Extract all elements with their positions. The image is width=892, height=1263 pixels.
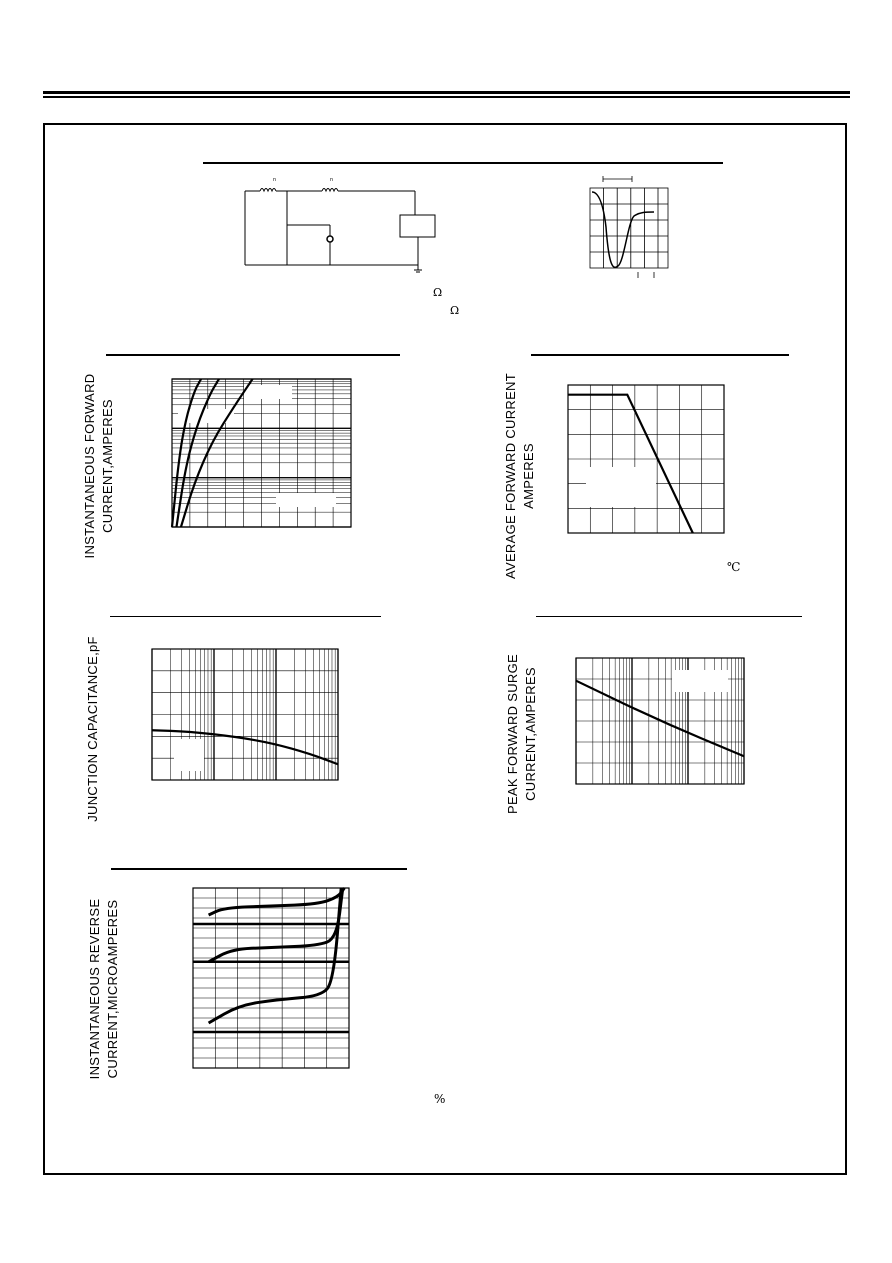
ylabel-line-2: CURRENT,AMPERES [100, 399, 115, 533]
forward-characteristics-chart [172, 379, 351, 527]
section-rule-fig2 [106, 354, 400, 356]
recovery-waveform [588, 172, 678, 280]
ylabel-line-1: PEAK FORWARD SURGE [505, 654, 520, 814]
ylabel-line-2: CURRENT,AMPERES [523, 667, 538, 801]
legend-box [244, 385, 292, 399]
grid [568, 385, 724, 533]
peak-surge-current-ylabel [504, 649, 540, 819]
series-line [576, 681, 744, 757]
grid [193, 888, 349, 1068]
legend-box [174, 739, 204, 771]
ohm-symbol: Ω [450, 304, 460, 317]
series-line [568, 395, 693, 533]
section-rule-circuit [203, 162, 723, 164]
forward-current-ylabel [81, 366, 117, 566]
section-rule-fig4 [110, 616, 381, 617]
average-forward-current-ylabel [502, 361, 538, 591]
ylabel-line-2: AMPERES [521, 443, 536, 509]
reverse-current-ylabel [86, 884, 122, 1094]
series-line [176, 379, 219, 527]
section-rule-fig1 [531, 354, 789, 356]
surge-current-chart [576, 658, 744, 784]
legend-box [276, 493, 336, 507]
junction-capacitance-ylabel [84, 619, 102, 839]
ylabel-line-1: JUNCTION CAPACITANCE,pF [85, 636, 100, 822]
svg-text:n: n [330, 177, 334, 183]
current-derating-chart [568, 385, 724, 533]
header-rule-thin [43, 96, 850, 98]
junction-capacitance-chart [152, 649, 338, 780]
svg-text:n: n [273, 177, 277, 183]
ohm-symbol: Ω [433, 286, 443, 299]
percent-unit: % [434, 1092, 446, 1106]
reverse-characteristics-chart [193, 888, 349, 1068]
ylabel-line-1: AVERAGE FORWARD CURRENT [503, 373, 518, 580]
series-line [209, 888, 345, 915]
section-rule-fig3 [536, 616, 802, 617]
temperature-unit: ℃ [727, 560, 741, 574]
legend-box [586, 467, 656, 507]
header-rule-thick [43, 91, 850, 94]
ylabel-line-1: INSTANTANEOUS REVERSE [87, 898, 102, 1080]
ylabel-line-2: CURRENT,MICROAMPERES [105, 899, 120, 1079]
test-circuit-diagram [240, 175, 440, 275]
ylabel-line-1: INSTANTANEOUS FORWARD [82, 373, 97, 559]
legend-box [672, 670, 728, 692]
section-rule-fig5 [111, 868, 407, 870]
